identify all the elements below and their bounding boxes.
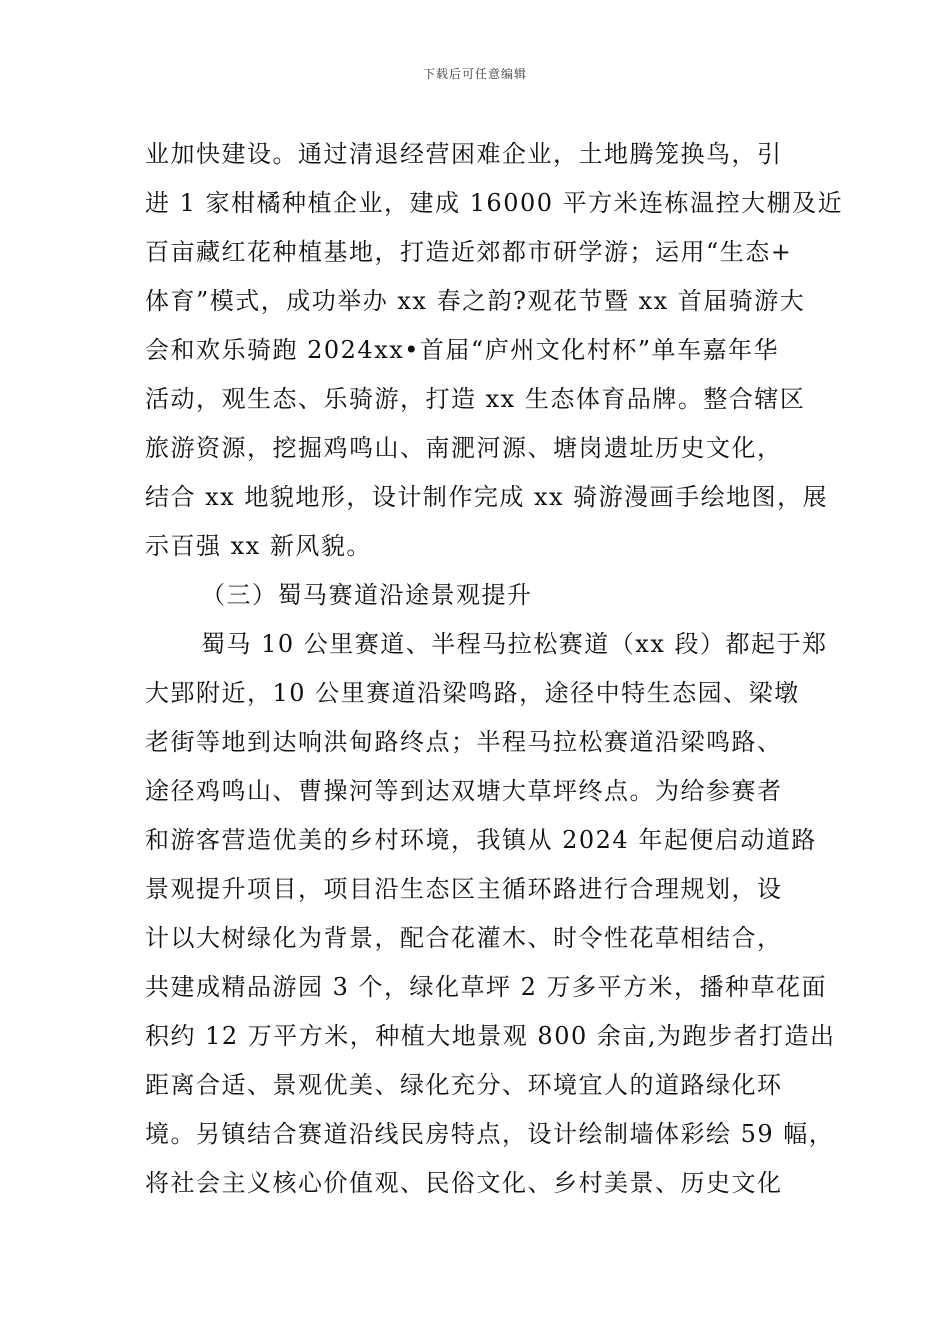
text-line: 途径鸡鸣山、曹操河等到达双塘大草坪终点。为给参赛者 bbox=[145, 777, 783, 805]
text-line: 距离合适、景观优美、绿化充分、环境宜人的道路绿化环 bbox=[145, 1071, 783, 1099]
text-line: 老街等地到达响洪甸路终点；半程马拉松赛道沿梁鸣路、 bbox=[145, 728, 783, 756]
text-line: 蜀马 10 公里赛道、半程马拉松赛道（xx 段）都起于郑 bbox=[201, 630, 828, 658]
text-line: 境。另镇结合赛道沿线民房特点，设计绘制墙体彩绘 59 幅， bbox=[145, 1120, 835, 1148]
text-line: 大郢附近，10 公里赛道沿梁鸣路，途径中特生态园、梁墩 bbox=[145, 679, 800, 707]
text-line: 业加快建设。通过清退经营困难企业，土地腾笼换鸟，引 bbox=[145, 140, 783, 168]
text-line: 百亩藏红花种植基地，打造近郊都市研学游；运用“生态+ bbox=[145, 238, 793, 266]
text-line: 将社会主义核心价值观、民俗文化、乡村美景、历史文化 bbox=[145, 1169, 783, 1197]
page-header-note: 下载后可任意编辑 bbox=[422, 67, 527, 81]
text-line: 示百强 xx 新风貌。 bbox=[145, 532, 372, 560]
text-line: 结合 xx 地貌地形，设计制作完成 xx 骑游漫画手绘地图，展 bbox=[145, 483, 829, 511]
text-line: 和游客营造优美的乡村环境，我镇从 2024 年起便启动道路 bbox=[145, 826, 817, 854]
text-line: 积约 12 万平方米，种植大地景观 800 余亩,为跑步者打造出 bbox=[145, 1022, 836, 1050]
text-line: 旅游资源，挖掘鸡鸣山、南淝河源、塘岗遗址历史文化， bbox=[145, 434, 783, 462]
document-body bbox=[145, 130, 844, 1208]
text-line: 会和欢乐骑跑 2024xx•首届“庐州文化村杯”单车嘉年华 bbox=[145, 336, 779, 364]
text-line: 活动，观生态、乐骑游，打造 xx 生态体育品牌。整合辖区 bbox=[145, 385, 806, 413]
text-line: 体育”模式，成功举办 xx 春之韵?观花节暨 xx 首届骑游大 bbox=[145, 287, 806, 315]
text-line: 共建成精品游园 3 个，绿化草坪 2 万多平方米，播种草花面 bbox=[145, 973, 828, 1001]
text-line: 计以大树绿化为背景，配合花灌木、时令性花草相结合， bbox=[145, 924, 783, 952]
section-heading: （三）蜀马赛道沿途景观提升 bbox=[201, 581, 533, 609]
text-line: 进 1 家柑橘种植企业，建成 16000 平方米连栋温控大棚及近 bbox=[145, 189, 844, 217]
text-line: 景观提升项目，项目沿生态区主循环路进行合理规划，设 bbox=[145, 875, 783, 903]
